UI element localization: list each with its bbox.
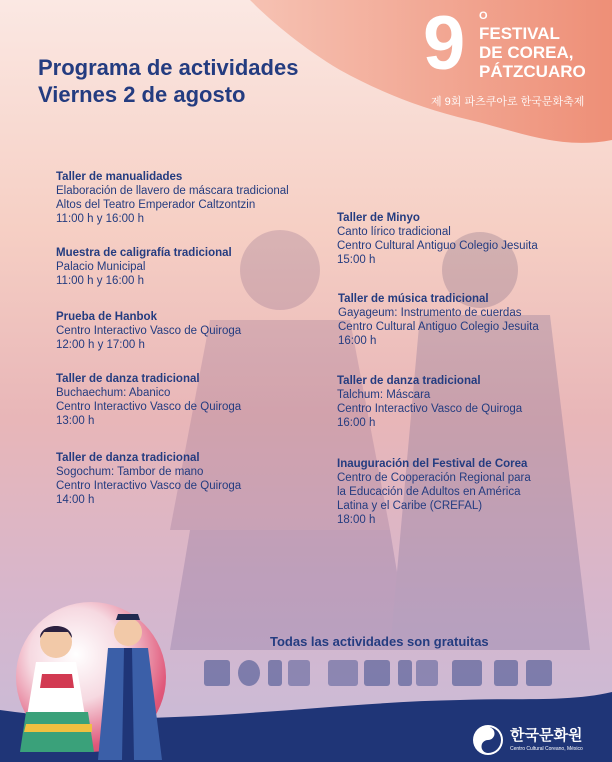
- activity-venue: Centro Cultural Antiguo Colegio Jesuita: [338, 321, 539, 333]
- activity-right-3: [337, 374, 602, 430]
- activity-time: 11:00 h y 16:00 h: [56, 275, 145, 287]
- activity-venue: la Educación de Adultos en América: [337, 486, 521, 498]
- activity-left-2: [56, 246, 336, 288]
- sponsor-logo: [452, 660, 482, 686]
- activity-time: 11:00 h y 16:00 h: [56, 213, 145, 225]
- sponsor-logo: [494, 660, 518, 686]
- activity-title: Taller de música tradicional: [338, 293, 489, 305]
- activity-time: 14:00 h: [56, 494, 95, 506]
- activity-title: Taller de manualidades: [56, 171, 183, 183]
- sponsor-logo: [364, 660, 390, 686]
- activity-time: 13:00 h: [56, 415, 95, 427]
- kcc-korean-name: 한국문화원: [510, 727, 583, 744]
- page-title: [38, 54, 298, 108]
- activity-title: Taller de Minyo: [337, 212, 420, 224]
- activity-right-2: [338, 292, 603, 348]
- activity-time: 15:00 h: [337, 254, 376, 266]
- logo-number: 9: [423, 1, 466, 86]
- activity-title: Inauguración del Festival de Corea: [337, 458, 528, 470]
- kcc-spanish-name: Centro Cultural Coreano, México: [510, 746, 583, 752]
- activity-left-5: [56, 451, 336, 507]
- activity-venue: Latina y el Caribe (CREFAL): [337, 500, 483, 512]
- festival-logo: [423, 1, 603, 88]
- sponsor-logo: [328, 660, 358, 686]
- activity-title: Taller de danza tradicional: [56, 373, 200, 385]
- activity-time: 12:00 h y 17:00 h: [56, 339, 145, 351]
- activity-venue: Palacio Municipal: [56, 261, 146, 273]
- sponsor-logos: [204, 660, 564, 688]
- title-line-2: Viernes 2 de agosto: [38, 82, 246, 107]
- activity-detail: Talchum: Máscara: [337, 389, 431, 401]
- activity-title: Muestra de caligrafía tradicional: [56, 247, 232, 259]
- activity-detail: Buchaechum: Abanico: [56, 387, 171, 399]
- activity-detail: Canto lírico tradicional: [337, 226, 451, 238]
- activity-left-1: [56, 170, 336, 226]
- activity-left-3: [56, 310, 336, 352]
- logo-superscript: O: [479, 10, 488, 22]
- logo-line-3: PÁTZCUARO: [479, 62, 586, 81]
- sponsor-logo: [398, 660, 412, 686]
- logo-line-1: FESTIVAL: [479, 24, 560, 43]
- activity-venue: Centro Interactivo Vasco de Quiroga: [56, 325, 242, 337]
- logo-korean-subtitle: 제 9회 파츠쿠아로 한국문화축제: [431, 96, 585, 108]
- activity-venue: Altos del Teatro Emperador Caltzontzin: [56, 199, 256, 211]
- activity-venue: Centro Interactivo Vasco de Quiroga: [56, 480, 242, 492]
- activity-time: 16:00 h: [337, 417, 376, 429]
- activity-right-1: [337, 211, 602, 267]
- activity-detail: Elaboración de llavero de máscara tradicional: [56, 185, 289, 197]
- korean-cultural-center-logo: [472, 722, 607, 758]
- activity-venue: Centro de Cooperación Regional para: [337, 472, 531, 484]
- activity-title: Taller de danza tradicional: [56, 452, 200, 464]
- hanbok-characters-illustration: [12, 612, 172, 762]
- activity-title: Taller de danza tradicional: [337, 375, 481, 387]
- activity-time: 18:00 h: [337, 514, 376, 526]
- activity-detail: Sogochum: Tambor de mano: [56, 466, 204, 478]
- activity-venue: Centro Interactivo Vasco de Quiroga: [56, 401, 242, 413]
- activity-title: Prueba de Hanbok: [56, 311, 157, 323]
- sponsor-logo: [526, 660, 552, 686]
- sponsor-logo: [416, 660, 438, 686]
- activity-right-4: [337, 457, 602, 527]
- activity-venue: Centro Cultural Antiguo Colegio Jesuita: [337, 240, 538, 252]
- title-line-1: Programa de actividades: [38, 55, 299, 80]
- logo-line-2: DE COREA,: [479, 43, 574, 62]
- sponsor-logo: [204, 660, 230, 686]
- sponsor-logo: [288, 660, 310, 686]
- activity-left-4: [56, 372, 336, 428]
- sponsor-logo: [238, 660, 260, 686]
- sponsor-logo: [268, 660, 282, 686]
- activity-venue: Centro Interactivo Vasco de Quiroga: [337, 403, 523, 415]
- activity-detail: Gayageum: Instrumento de cuerdas: [338, 307, 522, 319]
- kcc-emblem-icon: [472, 724, 504, 756]
- free-activities-note: Todas las actividades son gratuitas: [270, 634, 489, 649]
- activity-time: 16:00 h: [338, 335, 377, 347]
